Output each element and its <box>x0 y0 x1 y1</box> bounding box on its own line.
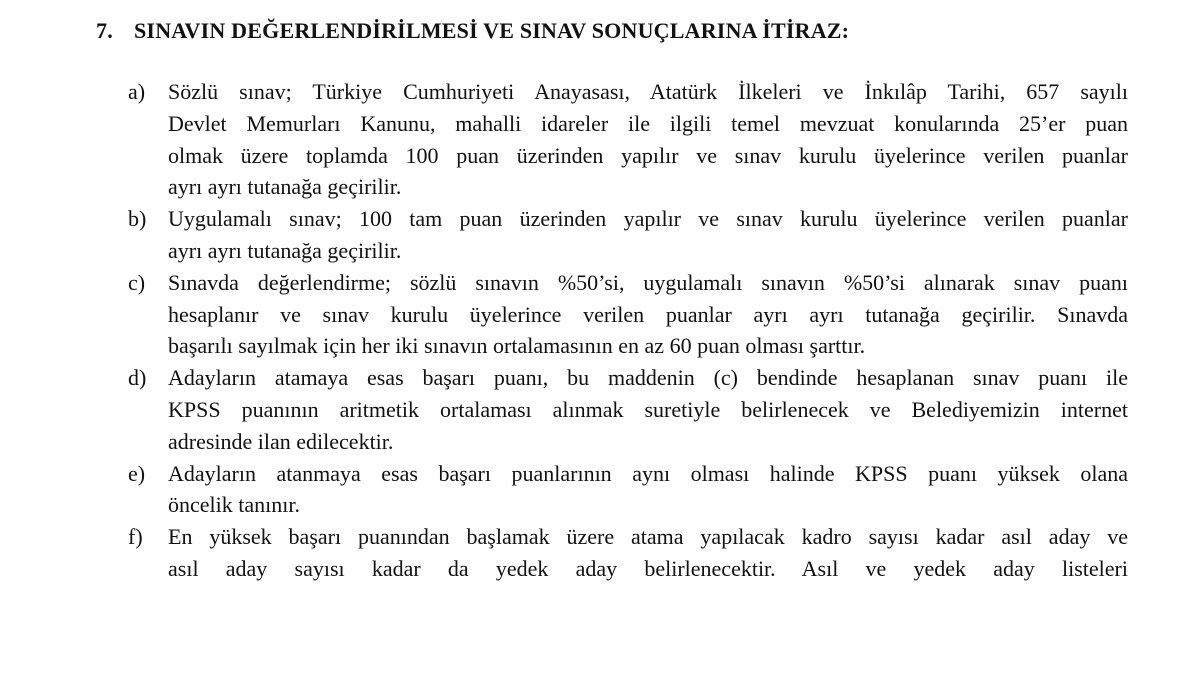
section-heading <box>96 16 849 46</box>
item-marker: e) <box>128 460 146 486</box>
text-line: ayrı ayrı tutanağa geçirilir. <box>168 237 402 263</box>
list-item <box>128 267 1128 362</box>
item-text <box>168 521 1128 585</box>
list-item <box>128 521 1128 585</box>
text-line: ayrı ayrı tutanağa geçirilir. <box>168 174 402 200</box>
item-text <box>168 267 1128 362</box>
text-line: başarılı sayılmak için her iki sınavın ortalamasının en az 60 puan olması şarttır. <box>168 333 866 359</box>
text-line: KPSS puanının aritmetik ortalaması alınmak suretiyle belirlenecek ve Belediyemizin internet <box>168 396 1128 422</box>
list-item <box>128 362 1128 457</box>
item-text <box>168 203 1128 267</box>
item-marker: b) <box>128 206 147 232</box>
list-item <box>128 76 1128 203</box>
text-line: Uygulamalı sınav; 100 tam puan üzerinden yapılır ve sınav kurulu üyelerince verilen puanlar <box>168 206 1128 232</box>
text-line: hesaplanır ve sınav kurulu üyelerince verilen puanlar ayrı ayrı tutanağa geçirilir. Sınavda <box>168 301 1128 327</box>
text-line: asıl aday sayısı kadar da yedek aday belirlenecektir. Asıl ve yedek aday listeleri <box>168 555 1128 581</box>
list-item <box>128 458 1128 522</box>
item-marker: a) <box>128 79 146 104</box>
text-line: öncelik tanınır. <box>168 492 300 518</box>
section-title: SINAVIN DEĞERLENDİRİLMESİ VE SINAV SONUÇLARINA İTİRAZ: <box>134 18 850 43</box>
section-number: 7. <box>96 18 113 43</box>
text-line: olmak üzere toplamda 100 puan üzerinden yapılır ve sınav kurulu üyelerince verilen puanlar <box>168 142 1128 168</box>
clause-list <box>128 76 1128 585</box>
item-marker: c) <box>128 269 146 295</box>
list-item <box>128 203 1128 267</box>
text-line: Sınavda değerlendirme; sözlü sınavın %50’si, uygulamalı sınavın %50’si alınarak sınav puanı <box>168 269 1128 295</box>
item-marker: f) <box>128 524 143 550</box>
text-line: Sözlü sınav; Türkiye Cumhuriyeti Anayasası, Atatürk İlkeleri ve İnkılâp Tarihi, 657 sayılı <box>168 79 1128 104</box>
item-marker: d) <box>128 365 147 391</box>
text-line: En yüksek başarı puanından başlamak üzere atama yapılacak kadro sayısı kadar asıl aday ve <box>168 524 1128 550</box>
text-line: Adayların atamaya esas başarı puanı, bu maddenin (c) bendinde hesaplanan sınav puanı ile <box>168 365 1128 391</box>
text-line: adresinde ilan edilecektir. <box>168 428 394 454</box>
item-text <box>168 458 1128 522</box>
text-line: Devlet Memurları Kanunu, mahalli idareler ile ilgili temel mevzuat konularında 25’er puan <box>168 110 1128 136</box>
text-line: Adayların atanmaya esas başarı puanlarının aynı olması halinde KPSS puanı yüksek olana <box>168 460 1128 486</box>
item-text <box>168 76 1128 203</box>
item-text <box>168 362 1128 457</box>
